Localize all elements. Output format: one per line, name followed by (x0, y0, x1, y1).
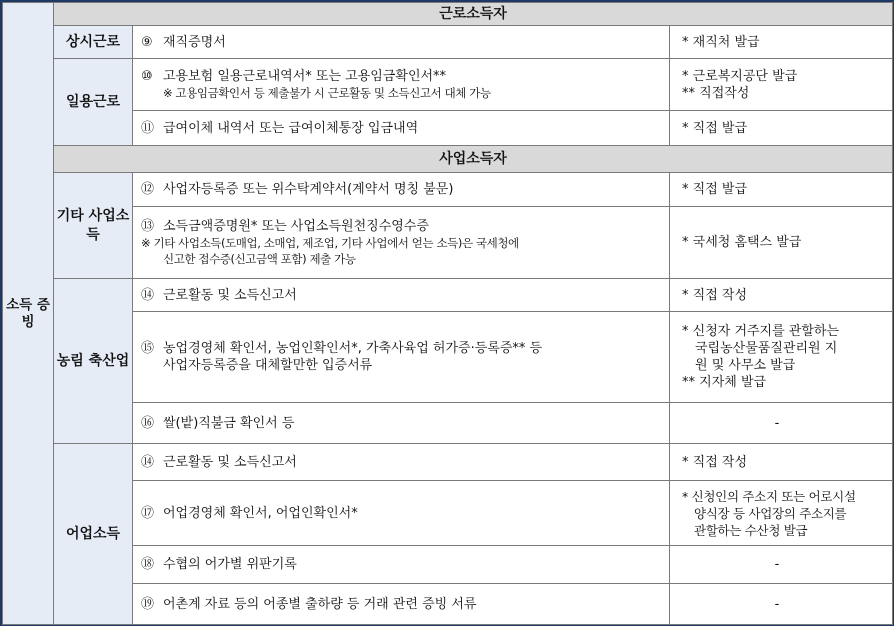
side-label-income-proof: 소득 증빙 (3, 3, 54, 625)
document-name: 사업자등록증 또는 위수탁계약서(계약서 명칭 불문) (163, 182, 454, 197)
section-header-labor (3, 3, 893, 26)
document-cell (133, 59, 670, 111)
document-name-continued: 사업자등록증을 대체할만한 입증서류 (163, 358, 373, 373)
item-number: ⑲ (141, 596, 155, 612)
document-name: 쌀(밭)직불금 확인서 등 (163, 415, 295, 431)
section-title-labor: 근로소득자 (54, 3, 893, 26)
issuer-line: 관할하는 수산청 발급 (694, 522, 808, 538)
issuer-line: 원 및 사무소 발급 (695, 358, 796, 373)
category-daily: 일용근로 (54, 59, 133, 146)
item-number: ⑱ (141, 557, 155, 572)
table-row (3, 546, 893, 584)
item-number: ⑭ (141, 454, 155, 470)
document-cell (133, 173, 670, 207)
document-cell (133, 584, 670, 625)
item-number: ⑨ (141, 34, 153, 50)
item-number: ⑮ (141, 341, 155, 356)
issuer-cell: * 재직처 발급 (670, 26, 893, 59)
document-name: 수협의 어가별 위판기록 (163, 557, 297, 572)
issuer-line: ** 직접작성 (682, 85, 750, 101)
item-number: ⑩ (141, 69, 153, 84)
document-cell (133, 312, 670, 403)
document-name: 고용보험 일용근로내역서* 또는 고용임금확인서** (163, 69, 447, 84)
item-number: ⑫ (141, 182, 155, 197)
document-name: 근로활동 및 소득신고서 (163, 287, 297, 303)
document-name: 어촌계 자료 등의 어종별 출하량 등 거래 관련 증빙 서류 (163, 596, 477, 612)
category-regular: 상시근로 (54, 26, 133, 59)
document-cell (133, 481, 670, 546)
issuer-cell (670, 59, 893, 111)
issuer-cell: * 직접 발급 (670, 111, 893, 146)
issuer-cell (670, 312, 893, 403)
issuer-line: * 신청자 거주지를 관할하는 (682, 324, 840, 339)
document-note: ※ 고용임금확인서 등 제출불가 시 근로활동 및 소득신고서 대체 가능 (163, 86, 491, 100)
document-name: 근로활동 및 소득신고서 (163, 454, 297, 470)
item-number: ⑰ (141, 505, 155, 521)
issuer-cell: * 직접 작성 (670, 279, 893, 312)
document-cell (133, 279, 670, 312)
issuer-cell (670, 481, 893, 546)
category-agri: 농림 축산업 (54, 279, 133, 444)
table-row (3, 26, 893, 59)
table-row (3, 584, 893, 625)
document-cell (133, 444, 670, 481)
issuer-line: 국립농산물품질관리원 지 (695, 341, 838, 356)
item-number: ⑪ (141, 120, 155, 136)
table-row (3, 111, 893, 146)
table-row (3, 403, 893, 444)
document-note: 신고한 접수증(신고금액 포함) 제출 가능 (163, 252, 356, 266)
item-number: ⑯ (141, 415, 155, 431)
category-other-business: 기타 사업소득 (54, 173, 133, 279)
document-cell (133, 26, 670, 59)
document-cell (133, 403, 670, 444)
document-cell (133, 111, 670, 146)
table-row (3, 481, 893, 546)
item-number: ⑭ (141, 287, 155, 303)
issuer-cell: - (670, 546, 893, 584)
issuer-cell: - (670, 403, 893, 444)
issuer-cell: * 직접 발급 (670, 173, 893, 207)
document-name: 어업경영체 확인서, 어업인확인서* (163, 505, 358, 521)
document-name: 재직증명서 (163, 34, 226, 50)
table-row (3, 312, 893, 403)
table-row (3, 444, 893, 481)
issuer-cell: * 직접 작성 (670, 444, 893, 481)
table-row (3, 207, 893, 279)
issuer-line: 양식장 등 사업장의 주소지를 (694, 505, 847, 521)
table-row (3, 59, 893, 111)
issuer-line: ** 지자체 발급 (682, 375, 767, 390)
section-header-business (3, 146, 893, 173)
category-fishery: 어업소득 (54, 444, 133, 625)
table-row (3, 173, 893, 207)
income-proof-table (2, 2, 893, 625)
document-name: 급여이체 내역서 또는 급여이체통장 입금내역 (163, 120, 419, 136)
issuer-cell: * 국세청 홈택스 발급 (670, 207, 893, 279)
issuer-line: * 신청인의 주소지 또는 어로시설 (682, 488, 856, 504)
document-name: 소득금액증명원* 또는 사업소득원천징수영수증 (163, 219, 429, 234)
section-title-business: 사업소득자 (54, 146, 893, 173)
item-number: ⑬ (141, 219, 155, 234)
document-note: ※ 기타 사업소득(도매업, 소매업, 제조업, 기타 사업에서 얻는 소득)은 국세청에 (141, 236, 519, 250)
document-cell (133, 546, 670, 584)
issuer-cell: - (670, 584, 893, 625)
document-cell (133, 207, 670, 279)
document-name: 농업경영체 확인서, 농업인확인서*, 가축사육업 허가증·등록증** 등 (163, 341, 543, 356)
issuer-line: * 근로복지공단 발급 (682, 68, 798, 84)
table-row (3, 279, 893, 312)
